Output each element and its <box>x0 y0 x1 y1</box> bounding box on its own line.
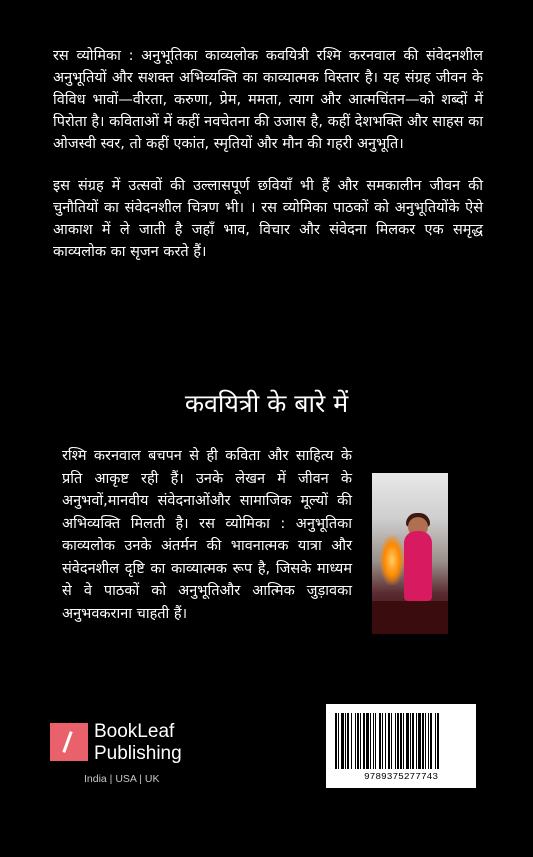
author-figure <box>404 531 432 601</box>
barcode-bar <box>416 713 417 769</box>
publisher-name-line2: Publishing <box>94 743 182 764</box>
barcode-bar <box>437 713 439 769</box>
barcode-bar <box>341 713 344 769</box>
barcode-bar <box>338 713 339 769</box>
barcode-bar <box>382 713 383 769</box>
barcode-bar <box>400 713 402 769</box>
barcode-bar <box>347 713 349 769</box>
author-photo <box>372 473 448 634</box>
barcode-bar <box>355 713 356 769</box>
blurb-paragraph-2: इस संग्रह में उत्सवों की उल्लासपूर्ण छवियाँ भी हैं और समकालीन जीवन की चुनौतियों का संवेदनशील चित्रण भी। । रस व्योमिका पाठकों को अनुभूतियोंके ऐसे आकाश में ले जाती है जहाँ भाव, विचार और संवेदना मिलकर एक समृद्ध काव्यलोक का सृजन करते हैं। <box>53 178 483 260</box>
barcode-bar <box>373 713 374 769</box>
barcode-bar <box>363 713 365 769</box>
barcode-bar <box>410 713 411 769</box>
isbn-barcode <box>326 704 476 788</box>
barcode-bar <box>360 713 361 769</box>
blurb-paragraph-1: रस व्योमिका : अनुभूतिका काव्यलोक कवयित्री रश्मि करनवाल की संवेदनशील अनुभूतियों और सशक्त अभिव्यक्ति का काव्यात्मक विस्तार है। यह संग्रह जीवन के विविध भावों—वीरता, करुणा, प्रेम, ममता, त्याग और आत्मचिंतन—को शब्दों में पिरोता है। कविताओं में कहीं नवचेतना की उजास है, कहीं देशभक्ति और साहस का ओजस्वी स्वर, तो कहीं एकांत, स्मृतियों और मौन की गहरी अनुभूति। <box>53 48 483 152</box>
barcode-bar <box>388 713 390 769</box>
publisher-name-line1: BookLeaf <box>94 721 175 742</box>
barcode-bar <box>403 713 404 769</box>
logo-slash-icon <box>62 731 72 753</box>
photo-table <box>372 601 448 634</box>
barcode-bar <box>412 713 414 769</box>
barcode-bar <box>379 713 381 769</box>
barcode-bar <box>428 713 429 769</box>
barcode-bars <box>335 713 467 769</box>
about-author-heading: कवयित्री के बारे में <box>184 389 349 418</box>
barcode-bar <box>375 713 376 769</box>
barcode-bar <box>391 713 392 769</box>
back-cover-blurb <box>53 45 483 283</box>
barcode-bar <box>345 713 346 769</box>
barcode-bar <box>435 713 436 769</box>
barcode-bar <box>357 713 359 769</box>
barcode-bar <box>430 713 432 769</box>
author-bio: रश्मि करनवाल बचपन से ही कविता और साहित्य के प्रति आकृष्ट रही हैं। उनके लेखन में जीवन के अनुभवों,मानवीय संवेदनाओंऔर सामाजिक मूल्यों की अभिव्यक्ति मिलती है। रस व्योमिका : अनुभूतिका काव्यलोक उनके अंतर्मन की भावनात्मक यात्रा और संवेदनशील दृष्टि का काव्यात्मक रूप है, जिसके माध्यम से वे पाठकों को अनुभूतिऔर आत्मिक जुड़ावका अनुभवकराना चाहती हैं। <box>62 448 352 622</box>
publisher-logo-mark <box>50 723 88 761</box>
barcode-bar <box>385 713 386 769</box>
isbn-number: 9789375277743 <box>363 771 439 782</box>
barcode-bar <box>418 713 421 769</box>
barcode-bar <box>406 713 409 769</box>
lamp-glow <box>380 535 404 585</box>
barcode-bar <box>370 713 371 769</box>
publisher-countries: India | USA | UK <box>84 773 160 785</box>
barcode-bar <box>425 713 426 769</box>
barcode-bar <box>397 713 399 769</box>
barcode-bar <box>422 713 424 769</box>
barcode-bar <box>366 713 369 769</box>
barcode-bar <box>351 713 352 769</box>
barcode-bar <box>395 713 396 769</box>
barcode-bar <box>335 713 337 769</box>
